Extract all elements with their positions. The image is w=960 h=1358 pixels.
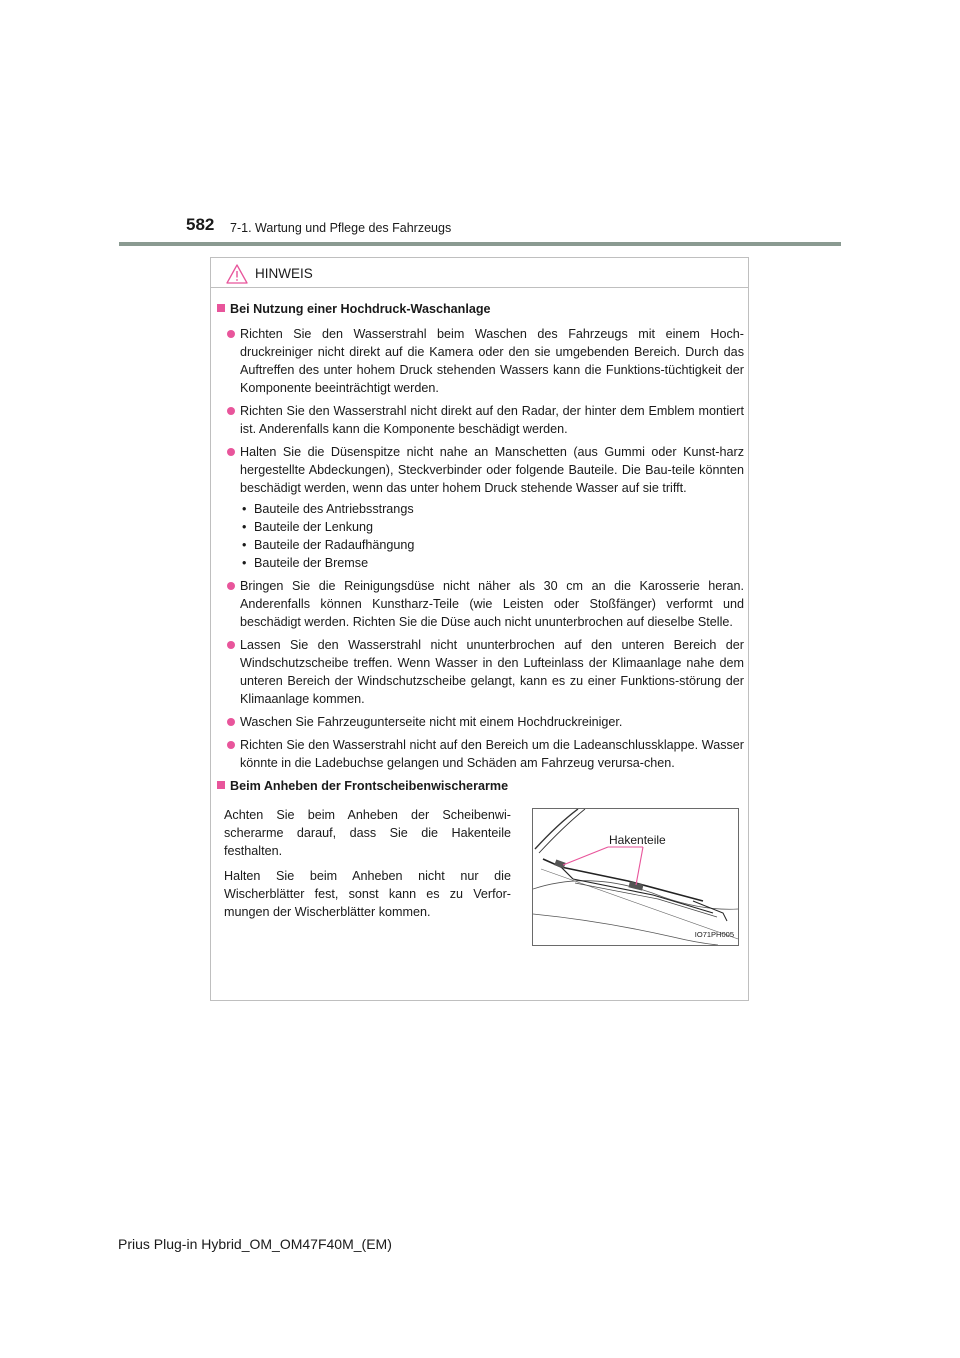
list-item: Richten Sie den Wasserstrahl nicht direkt auf den Radar, der hinter dem Emblem montiert ist. Anderenfalls kann die Komponente beschädigt werden. — [217, 402, 744, 438]
round-bullet-icon — [227, 582, 235, 590]
round-bullet-icon — [227, 407, 235, 415]
round-bullet-icon — [227, 330, 235, 338]
round-bullet-icon — [227, 718, 235, 726]
component-list-item: • Bauteile der Radaufhängung — [240, 536, 744, 554]
notice-content — [217, 300, 744, 942]
list-item: Richten Sie den Wasserstrahl beim Waschen des Fahrzeugs mit einem Hoch-druckreiniger nicht direkt auf die Kamera oder den sie umgebenden Bereich. Durch das Auftreffen des unter hohem Druck stehenden Wassers kann die Funktions-tüchtigkeit der Komponente beeinträchtigt werden. — [217, 325, 744, 397]
section-title: 7-1. Wartung und Pflege des Fahrzeugs — [230, 221, 452, 235]
page-number: 582 — [186, 215, 215, 234]
wiper-section — [217, 802, 744, 942]
list-item: Bringen Sie die Reinigungsdüse nicht näher als 30 cm an die Karosserie heran. Anderenfalls können Kunstharz-Teile (wie Leisten oder Stoßfänger) verformt und beschädigt werden. Richten Sie die Düse auch nicht ununterbrochen auf dieselbe Stelle. — [217, 577, 744, 631]
component-list-item: • Bauteile der Lenkung — [240, 518, 744, 536]
component-list-item: • Bauteile des Antriebsstrangs — [240, 500, 744, 518]
section-heading-hochdruck: Bei Nutzung einer Hochdruck-Waschanlage — [217, 300, 744, 318]
paragraph: Halten Sie beim Anheben nicht nur die Wischerblätter fest, sonst kann es zu Verfor-mungen der Wischerblätter kommen. — [224, 869, 511, 919]
list-item: Richten Sie den Wasserstrahl nicht auf den Bereich um die Ladeanschlussklappe. Wasser könnte in die Ladebuchse gelangen und Schäden am Fahrzeug verursa-chen. — [217, 736, 744, 772]
wiper-text — [224, 806, 511, 928]
wiper-arm-drawing — [533, 809, 738, 945]
list-item: Halten Sie die Düsenspitze nicht nahe an Manschetten (aus Gummi oder Kunst-harz hergestellte Abdeckungen), Steckverbinder oder folgende Bauteile. Die Bau-teile könnten beschädigt werden, wenn das unter hohem Druck stehende Wasser auf sie trifft. • Bauteile des Antriebsstrangs • Bauteile der Lenkung • Bauteile der Radaufhängung • Bauteile der Bremse — [217, 443, 744, 572]
wiper-illustration — [532, 808, 739, 946]
component-list — [240, 500, 744, 572]
notice-box — [210, 257, 749, 1001]
square-bullet-icon — [217, 304, 225, 312]
round-bullet-icon — [227, 741, 235, 749]
component-list-item: • Bauteile der Bremse — [240, 554, 744, 572]
round-bullet-icon — [227, 641, 235, 649]
list-item: Lassen Sie den Wasserstrahl nicht ununterbrochen auf den unteren Bereich der Windschutzscheibe treffen. Wenn Wasser in den Lufteinlass der Klimaanlage nahe dem unteren Bereich der Windschutzscheibe gelangt, kann es zu einer Funktions-störung der Klimaanlage kommen. — [217, 636, 744, 708]
header-rule — [119, 242, 841, 246]
paragraph: Achten Sie beim Anheben der Scheibenwi-scherarme darauf, dass Sie die Hakenteile festhalten. — [224, 808, 511, 858]
figure-code: IO71PH005 — [694, 930, 734, 939]
section-heading-wischerarme: Beim Anheben der Frontscheibenwischerarme — [217, 777, 744, 795]
footer-model: Prius Plug-in Hybrid_OM_OM47F40M_(EM) — [118, 1236, 392, 1252]
notice-label: HINWEIS — [255, 266, 313, 281]
square-bullet-icon — [217, 781, 225, 789]
warning-triangle-icon — [226, 264, 248, 284]
figure-label: Hakenteile — [609, 833, 666, 847]
list-item: Waschen Sie Fahrzeugunterseite nicht mit einem Hochdruckreiniger. — [217, 713, 744, 731]
round-bullet-icon — [227, 448, 235, 456]
notice-header — [211, 258, 748, 288]
